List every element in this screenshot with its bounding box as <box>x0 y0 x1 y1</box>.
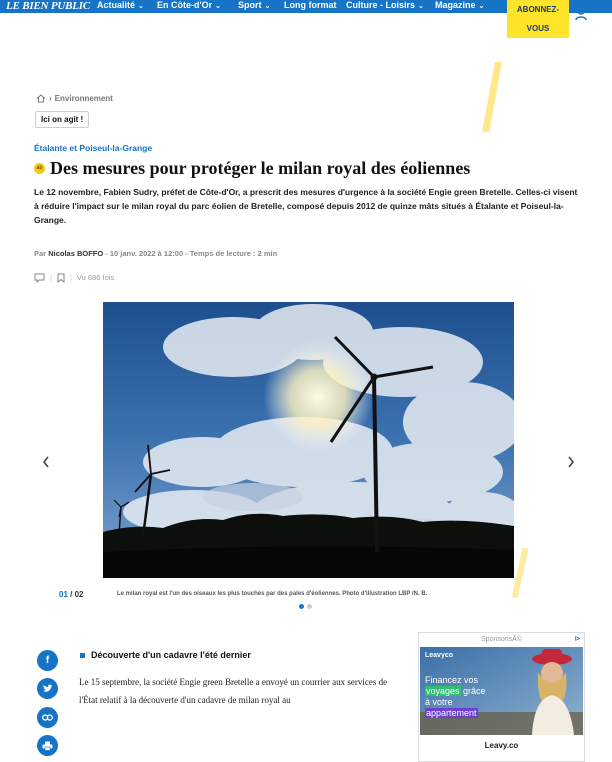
ad-domain[interactable]: Leavy.co <box>484 741 519 750</box>
ad-label: SponsorisÃ© <box>481 636 522 643</box>
chevron-down-icon: ⌄ <box>478 3 485 10</box>
square-bullet-icon <box>80 653 85 658</box>
nav-item-actualite[interactable] <box>97 0 144 13</box>
title-row <box>34 158 470 179</box>
gallery-counter: 01 / 02 <box>59 590 84 599</box>
chevron-down-icon: ⌄ <box>264 3 271 10</box>
nav-item-long-format[interactable] <box>284 0 337 13</box>
share-print-button[interactable] <box>37 735 58 756</box>
chevron-down-icon: ⌄ <box>418 3 424 10</box>
article-photo[interactable] <box>103 302 514 578</box>
gallery-dot-2[interactable] <box>307 604 312 609</box>
nav-item-culture-loisirs[interactable] <box>346 0 424 13</box>
subscribe-label-1: ABONNEZ- <box>516 5 560 14</box>
byline <box>34 249 277 258</box>
comment-icon[interactable] <box>34 273 45 283</box>
gallery-total: 02 <box>74 590 84 599</box>
separator: | <box>69 273 72 282</box>
home-icon[interactable] <box>36 94 46 103</box>
section-subhead <box>80 650 251 660</box>
nav-item-sport[interactable] <box>238 0 270 13</box>
byline-prefix: Par <box>34 249 47 258</box>
gallery-dot-1[interactable] <box>299 604 304 609</box>
ad-highlight-1: voyages <box>426 686 460 696</box>
premium-badge-icon: ab <box>34 163 45 174</box>
link-icon <box>42 714 53 721</box>
ad-image[interactable] <box>420 647 583 735</box>
ad-line-3: à votre <box>425 697 453 707</box>
subscribe-button[interactable] <box>507 0 569 38</box>
view-count: Vu 686 fois <box>76 273 115 282</box>
decorative-stroke-top <box>480 62 502 132</box>
byline-meta: - 10 janv. 2022 à 12:00 - Temps de lecture : 2 min <box>103 249 278 258</box>
nav-label: Actualité <box>97 0 136 10</box>
subscribe-label-2: VOUS <box>526 24 550 33</box>
twitter-icon <box>42 684 53 693</box>
gallery-prev-icon[interactable] <box>41 455 51 469</box>
site-logo[interactable]: LE BIEN PUBLIC <box>6 0 90 12</box>
nav-label: Magazine <box>435 0 476 10</box>
topic-tag[interactable]: Ici on agit ! <box>35 111 89 128</box>
ad-highlight-2: appartement <box>426 708 477 718</box>
bookmark-icon[interactable] <box>57 273 65 283</box>
wind-turbine-photo <box>103 302 514 578</box>
share-facebook-button[interactable] <box>37 650 58 671</box>
print-icon <box>42 741 53 751</box>
ad-headline <box>425 675 486 719</box>
chevron-down-icon: ⌄ <box>215 3 222 10</box>
gallery-dots <box>299 604 312 609</box>
article-actions <box>34 271 114 284</box>
breadcrumb-separator: › <box>49 93 52 103</box>
article-location[interactable]: Étalante et Poiseul-la-Grange <box>34 143 153 153</box>
chevron-down-icon: ⌄ <box>138 3 144 10</box>
separator: | <box>50 273 52 282</box>
nav-item-cote-dor[interactable] <box>157 0 221 13</box>
nav-item-magazine[interactable] <box>435 0 484 13</box>
breadcrumb-item-environnement[interactable]: Environnement <box>54 93 113 103</box>
nav-label: Culture - Loisirs <box>346 0 416 10</box>
photo-caption: Le milan royal est l'un des oiseaux les plus touchés par des pales d'éoliennes. Photo d'illustration LBP /N. B. <box>117 591 428 597</box>
user-login-icon[interactable] <box>575 7 591 21</box>
facebook-icon: f <box>45 655 50 666</box>
gallery-current: 01 <box>59 590 68 599</box>
article-body: Le 15 septembre, la société Engie green Bretelle a envoyé un courrier aux services de l'État relatif à la découverte d'un cadavre de milan royal au <box>79 677 388 705</box>
page-title: Des mesures pour protéger le milan royal des éoliennes <box>50 158 471 178</box>
nav-label: Sport <box>238 0 262 10</box>
ad-line-1: Financez vos <box>425 675 479 685</box>
author-name[interactable]: Nicolas BOFFO <box>48 249 104 258</box>
ad-choices-icon[interactable]: ⊳ <box>574 634 581 643</box>
breadcrumb <box>36 92 113 104</box>
share-link-button[interactable] <box>37 707 58 728</box>
share-twitter-button[interactable] <box>37 678 58 699</box>
ad-brand: Leavyco <box>425 652 454 659</box>
subhead-text: Découverte d'un cadavre l'été dernier <box>91 650 251 660</box>
ad-line-2: grâce <box>460 686 486 696</box>
nav-label: Long format <box>284 0 337 10</box>
article-lead: Le 12 novembre, Fabien Sudry, préfet de Côte-d'Or, a prescrit des mesures d'urgence à la société Engie green Bretelle. Celles-ci visent à réduire l'impact sur le milan royal du parc éolien de Bretelle, composé depuis 2012 de quinze mâts situés à Étalante et Poiseul-la-Grange. <box>34 187 578 225</box>
nav-label: En Côte-d'Or <box>157 0 213 10</box>
gallery-next-icon[interactable] <box>566 455 576 469</box>
sponsored-ad[interactable] <box>418 632 585 762</box>
